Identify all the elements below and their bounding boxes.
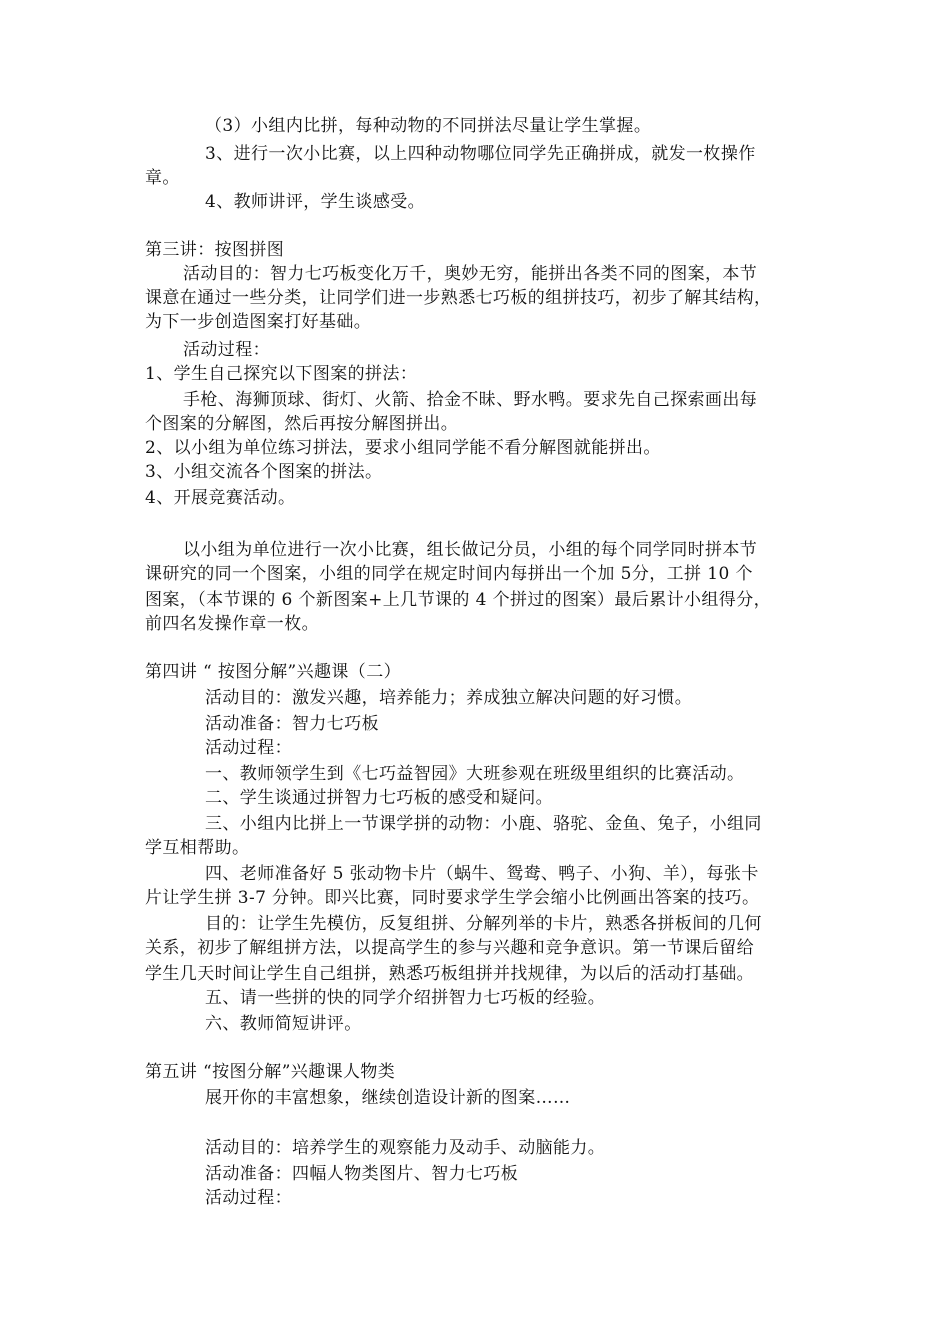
text-line: 课研究的同一个图案，小组的同学在规定时间内每拼出一个加 5分，工拼 10 个 [145, 564, 753, 584]
section-heading: 第三讲：按图拼图 [145, 240, 285, 260]
text-line: 图案，（本节课的 6 个新图案+上几节课的 4 个拼过的图案）最后累计小组得分， [145, 590, 771, 610]
text-line: 个图案的分解图，然后再按分解图拼出。 [145, 414, 459, 434]
text-line: 片让学生拼 3-7 分钟。即兴比赛，同时要求学生学会缩小比例画出答案的技巧。 [145, 888, 760, 908]
section-heading: 第五讲 “按图分解”兴趣课人物类 [145, 1062, 396, 1082]
text-line: 活动过程： [183, 340, 270, 360]
section-heading: 第四讲 “ 按图分解”兴趣课（二） [145, 662, 401, 682]
text-line: 3、小组交流各个图案的拼法。 [145, 462, 383, 482]
text-line: （3）小组内比拼，每种动物的不同拼法尽量让学生掌握。 [205, 116, 652, 136]
text-line: 学生几天时间让学生自己组拼，熟悉巧板组拼并找规律，为以后的活动打基础。 [145, 964, 754, 984]
text-line: 1、学生自己探究以下图案的拼法： [145, 364, 418, 384]
text-line: 活动过程： [205, 1188, 292, 1208]
text-line: 三、小组内比拼上一节课学拼的动物：小鹿、骆驼、金鱼、兔子，小组同 [205, 814, 762, 834]
text-line: 活动目的：智力七巧板变化万千，奥妙无穷，能拼出各类不同的图案，本节 [183, 264, 758, 284]
text-line: 以小组为单位进行一次小比赛，组长做记分员，小组的每个同学同时拼本节 [183, 540, 758, 560]
text-line: 活动目的：培养学生的观察能力及动手、动脑能力。 [205, 1138, 606, 1158]
text-line: 二、学生谈通过拼智力七巧板的感受和疑问。 [205, 788, 553, 808]
text-line: 4、开展竞赛活动。 [145, 488, 296, 508]
text-line: 展开你的丰富想象，继续创造设计新的图案…… [205, 1088, 571, 1108]
text-line: 四、老师准备好 5 张动物卡片（蜗牛、鸳鸯、鸭子、小狗、羊），每张卡 [205, 864, 759, 884]
text-line: 六、教师简短讲评。 [205, 1014, 362, 1034]
text-line: 2、以小组为单位练习拼法，要求小组同学能不看分解图就能拼出。 [145, 438, 661, 458]
text-line: 前四名发操作章一枚。 [145, 614, 319, 634]
text-line: 活动过程： [205, 738, 292, 758]
text-line: 活动准备：智力七巧板 [205, 714, 379, 734]
text-line: 4、教师讲评，学生谈感受。 [205, 192, 426, 212]
text-line: 课意在通过一些分类，让同学们进一步熟悉七巧板的组拼技巧，初步了解其结构， [145, 288, 772, 308]
text-line: 一、教师领学生到《七巧益智园》大班参观在班级里组织的比赛活动。 [205, 764, 745, 784]
text-line: 3、进行一次小比赛，以上四种动物哪位同学先正确拼成，就发一枚操作 [205, 144, 756, 164]
text-line: 学互相帮助。 [145, 838, 250, 858]
text-line: 活动准备：四幅人物类图片、智力七巧板 [205, 1164, 519, 1184]
text-line: 手枪、海狮顶球、街灯、火箭、拾金不昧、野水鸭。要求先自己探索画出每 [183, 390, 758, 410]
text-line: 目的：让学生先模仿，反复组拼、分解列举的卡片，熟悉各拼板间的几何 [205, 914, 762, 934]
text-line: 关系，初步了解组拼方法，以提高学生的参与兴趣和竞争意识。第一节课后留给 [145, 938, 754, 958]
text-line: 五、请一些拼的快的同学介绍拼智力七巧板的经验。 [205, 988, 606, 1008]
text-line: 为下一步创造图案打好基础。 [145, 312, 372, 332]
text-line: 章。 [145, 168, 180, 188]
text-line: 活动目的：激发兴趣，培养能力；养成独立解决问题的好习惯。 [205, 688, 693, 708]
